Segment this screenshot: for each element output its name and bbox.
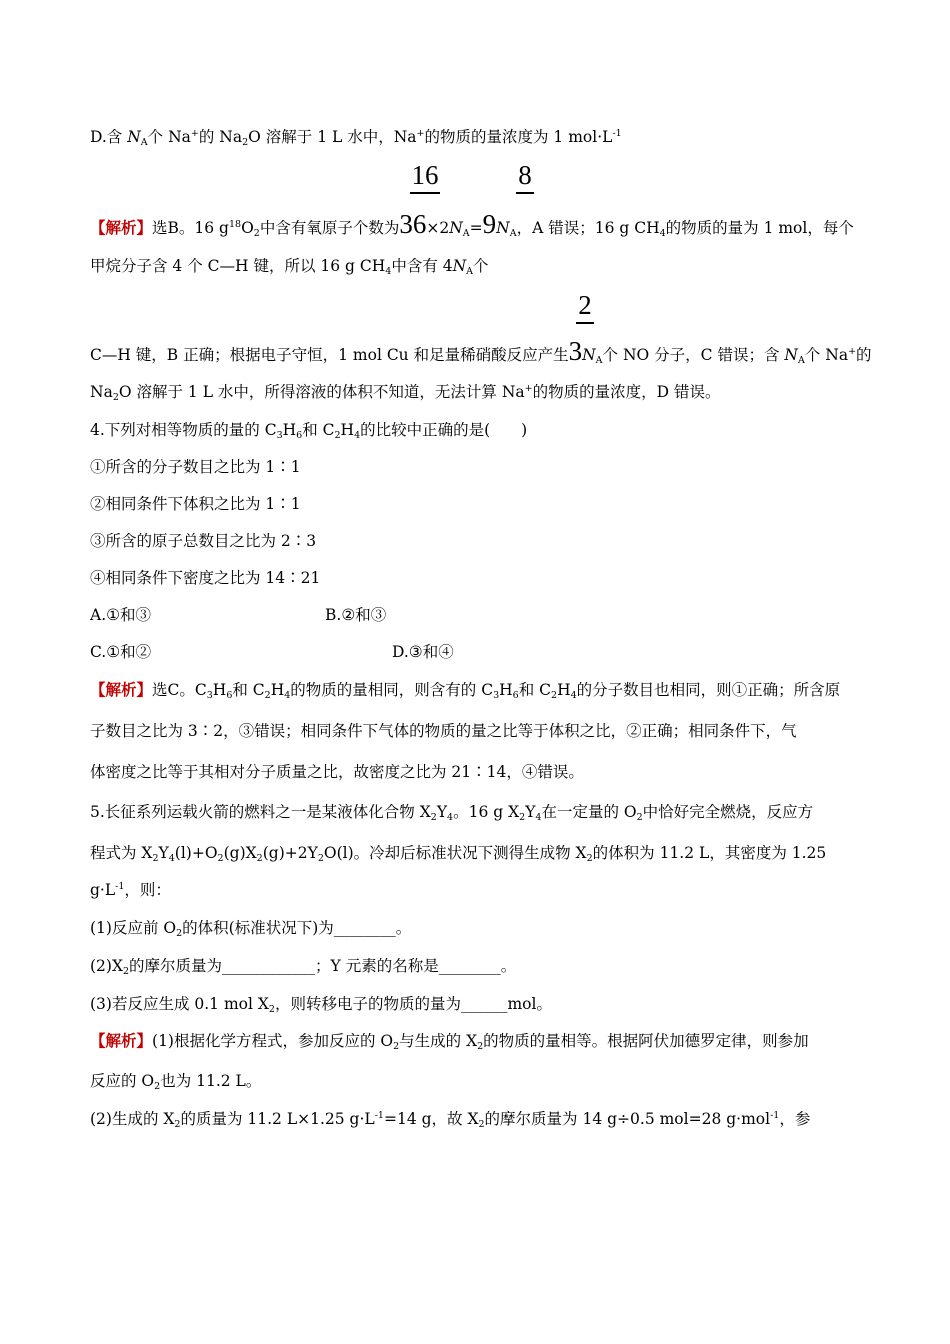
q3-analysis-line3: C—H 键，B 正确；根据电子守恒，1 mol Cu 和足量稀硝酸反应产生$3N_A$个 NO 分子，C 错误；含 $N_A$个 Na+的	[90, 336, 872, 366]
analysis-tag: 【解析】	[90, 680, 153, 699]
q5-sub-3: (3)若反应生成 0.1 mol $X_2$，则转移电子的物质的量为______mol。	[90, 995, 552, 1015]
analysis-tag: 【解析】	[90, 1031, 153, 1050]
q4-option-c: C.①和②	[90, 643, 152, 661]
analysis-tag: 【解析】	[90, 218, 153, 237]
q4-stem: 4.下列对相等物质的量的 $C_3H_6$和 $C_2H_4$的比较中正确的是( )	[90, 421, 528, 441]
q3-option-d: D.含 $N_A$个 Na+的 $Na_2O$ 溶解于 1 L 水中，Na+的物质的量浓度为 1 $mol\cdot L^{-1}$	[90, 128, 622, 148]
q5-analysis-line3: (2)生成的 $X_2$的质量为 11.2 L×1.25 $g\cdot L^{-1}=14$ g，故 $X_2$的摩尔质量为 14 g÷0.5 mol=28 g·mol$^{-1}$，参	[90, 1110, 811, 1130]
q5-analysis-line2: 反应的 $O_2$也为 11.2 L。	[90, 1072, 262, 1092]
q4-item-3: ③所含的原子总数目之比为 2∶3	[90, 532, 317, 550]
q4-item-2: ②相同条件下体积之比为 1∶1	[90, 495, 301, 513]
q3-analysis-line4: $Na_2O$ 溶解于 1 L 水中，所得溶液的体积不知道，无法计算 Na+的物质的量浓度，D 错误。	[90, 383, 721, 403]
q4-item-1: ①所含的分子数目之比为 1∶1	[90, 458, 301, 476]
fraction-2-3: 2	[576, 290, 594, 326]
q4-analysis-line3: 体密度之比等于其相对分子质量之比，故密度之比为 21∶14，④错误。	[90, 763, 584, 781]
q5-sub-1: (1)反应前 $O_2$的体积(标准状况下)为________。	[90, 919, 412, 939]
fraction-16-36: 16	[410, 160, 440, 196]
q4-analysis-line2: 子数目之比为 3∶2，③错误；相同条件下气体的物质的量之比等于体积之比，②正确；相同条件下，气	[90, 722, 797, 740]
q4-option-d: D.③和④	[392, 643, 454, 661]
q4-option-a: A.①和③	[90, 606, 152, 624]
q4-item-4: ④相同条件下密度之比为 14∶21	[90, 569, 321, 587]
q5-stem-line2: 程式为 $X_2Y_4(l)+O_2(g)X_2(g)+2Y_2O(l)$。冷却后标准状况下测得生成物 $X_2$的体积为 11.2 L，其密度为 1.25	[90, 844, 827, 864]
q3-analysis-line2: 甲烷分子含 4 个 C—H 键，所以 16 g $CH_4$中含有 $4N_A$个	[90, 257, 489, 277]
q4-options-row1	[90, 605, 864, 625]
q3-analysis-line1: 【解析】选B。16 $g^{18}O_2$中含有氧原子个数为$36\times 2N_A=9N_A$，A 错误；16 g $CH_4$的物质的量为 1 mol，每个	[90, 209, 854, 239]
q5-sub-2: $(2)X_2$的摩尔质量为____________；Y 元素的名称是________。	[90, 957, 517, 977]
q4-options-row2	[90, 642, 864, 662]
fraction-8-9: 8	[516, 160, 534, 196]
q5-analysis-line1: 【解析】(1)根据化学方程式，参加反应的 $O_2$与生成的 $X_2$的物质的量相等。根据阿伏加德罗定律，则参加	[90, 1031, 809, 1052]
q5-stem-line1: 5.长征系列运载火箭的燃料之一是某液体化合物 $X_2Y_4$。16 g $X_2Y_4$在一定量的 $O_2$中恰好完全燃烧，反应方	[90, 803, 814, 823]
q4-analysis-line1: 【解析】选C。$C_3H_6$和 $C_2H_4$的物质的量相同，则含有的 $C_3H_6$和 $C_2H_4$的分子数目也相同，则①正确；所含原	[90, 680, 841, 701]
q5-stem-line3: $g\cdot L^{-1}$，则：	[90, 881, 171, 899]
q4-option-b: B.②和③	[325, 606, 387, 624]
